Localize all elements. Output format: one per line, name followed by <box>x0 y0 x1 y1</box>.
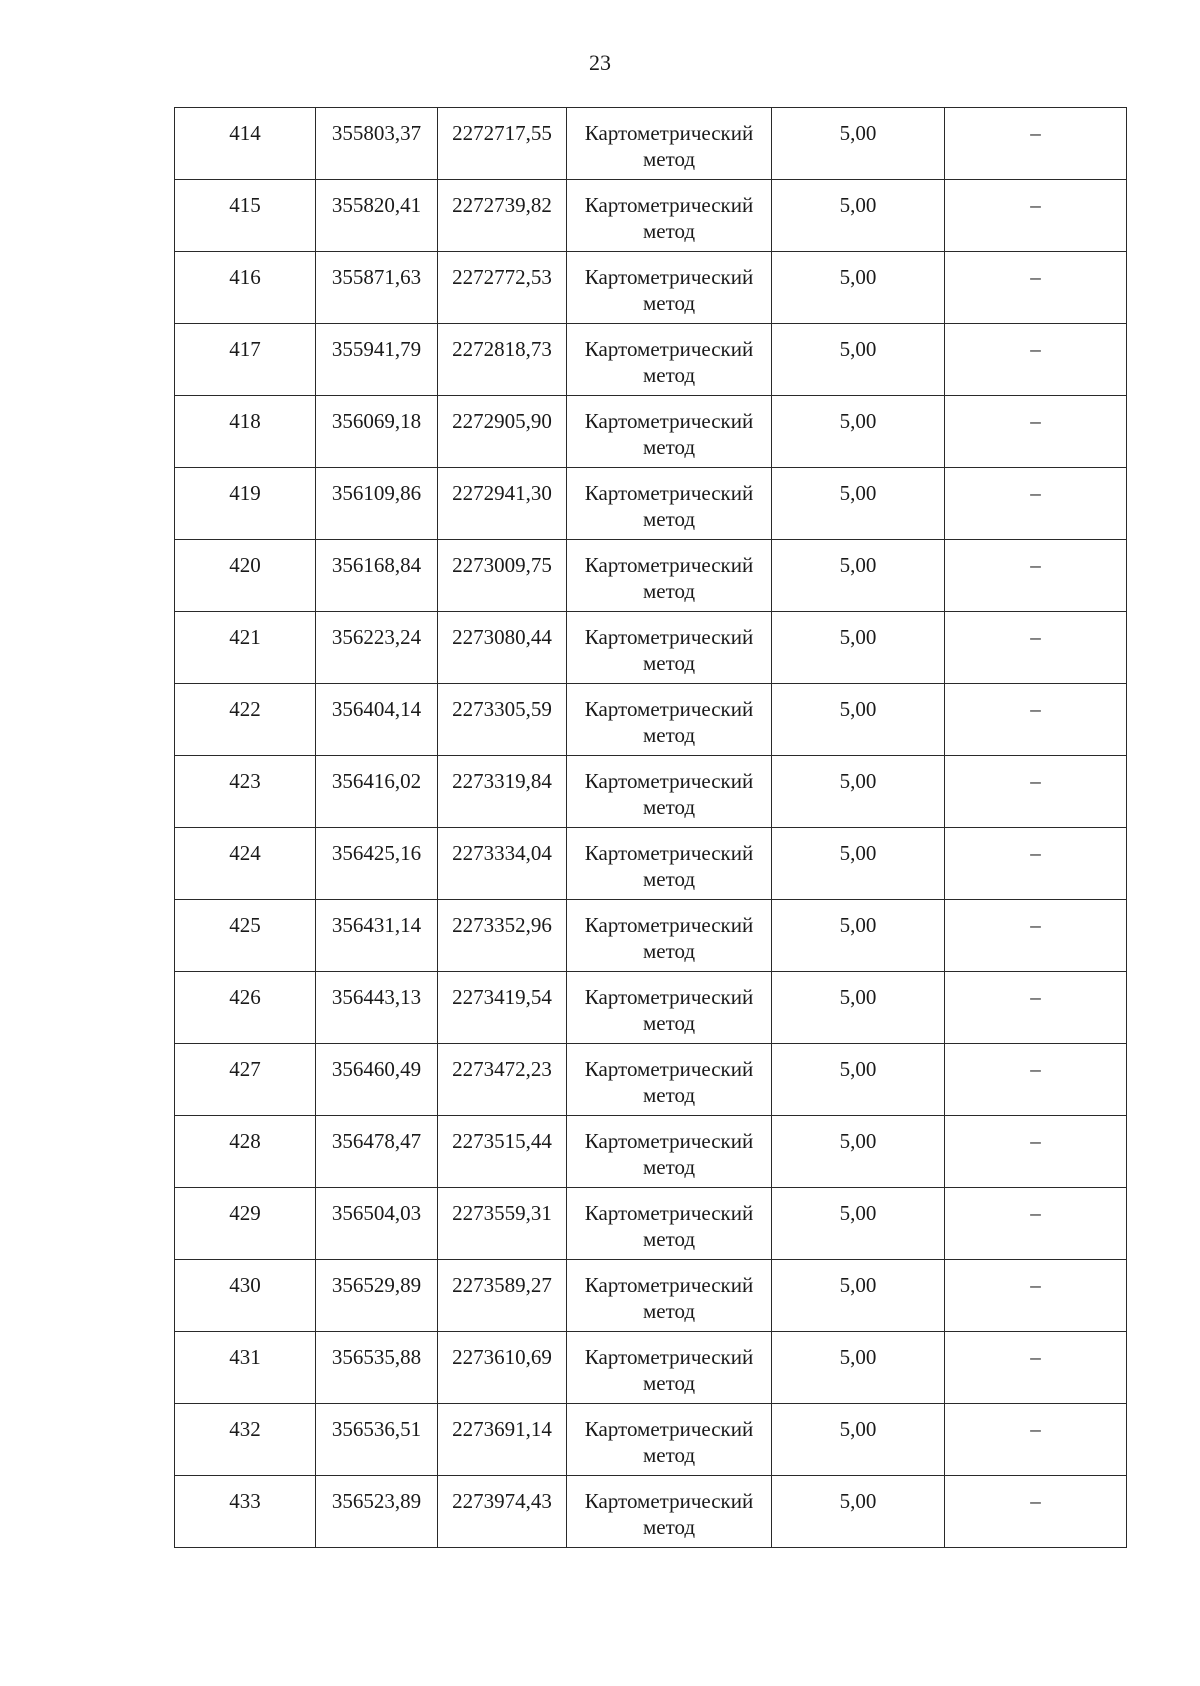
method-text-line: метод <box>642 1083 696 1107</box>
point-number-cell: 431 <box>175 1332 316 1404</box>
method-text-line: Картометрический <box>584 265 754 289</box>
accuracy-cell: 5,00 <box>772 612 945 684</box>
point-description-cell: – <box>945 1404 1127 1476</box>
table-row <box>175 324 1127 396</box>
method-text-line: Картометрический <box>584 841 754 865</box>
x-coordinate-cell: 355871,63 <box>316 252 438 324</box>
table-row <box>175 684 1127 756</box>
accuracy-cell: 5,00 <box>772 252 945 324</box>
point-description-cell: – <box>945 252 1127 324</box>
accuracy-cell: 5,00 <box>772 972 945 1044</box>
determination-method-cell <box>567 828 772 900</box>
method-text-line: метод <box>642 1299 696 1323</box>
point-description-cell: – <box>945 756 1127 828</box>
x-coordinate-cell: 356416,02 <box>316 756 438 828</box>
point-description-cell: – <box>945 1476 1127 1548</box>
method-text-line: метод <box>642 1227 696 1251</box>
table-row <box>175 1476 1127 1548</box>
determination-method-cell <box>567 396 772 468</box>
coordinates-table-body <box>175 108 1127 1548</box>
point-description-cell: – <box>945 612 1127 684</box>
x-coordinate-cell: 356223,24 <box>316 612 438 684</box>
accuracy-cell: 5,00 <box>772 828 945 900</box>
accuracy-cell: 5,00 <box>772 108 945 180</box>
method-text-line: метод <box>642 651 696 675</box>
point-number-cell: 422 <box>175 684 316 756</box>
point-description-cell: – <box>945 324 1127 396</box>
point-description-cell: – <box>945 180 1127 252</box>
x-coordinate-cell: 356443,13 <box>316 972 438 1044</box>
method-text-line: метод <box>642 363 696 387</box>
point-description-cell: – <box>945 108 1127 180</box>
determination-method-cell <box>567 1044 772 1116</box>
method-text-line: Картометрический <box>584 409 754 433</box>
point-number-cell: 418 <box>175 396 316 468</box>
table-row <box>175 1404 1127 1476</box>
accuracy-cell: 5,00 <box>772 684 945 756</box>
x-coordinate-cell: 356535,88 <box>316 1332 438 1404</box>
x-coordinate-cell: 356425,16 <box>316 828 438 900</box>
y-coordinate-cell: 2273589,27 <box>438 1260 567 1332</box>
y-coordinate-cell: 2272772,53 <box>438 252 567 324</box>
determination-method-cell <box>567 108 772 180</box>
point-number-cell: 425 <box>175 900 316 972</box>
method-text-line: Картометрический <box>584 121 754 145</box>
determination-method-cell <box>567 540 772 612</box>
determination-method-cell <box>567 972 772 1044</box>
accuracy-cell: 5,00 <box>772 1404 945 1476</box>
y-coordinate-cell: 2273472,23 <box>438 1044 567 1116</box>
page-number: 23 <box>589 50 611 75</box>
x-coordinate-cell: 356478,47 <box>316 1116 438 1188</box>
determination-method-cell <box>567 468 772 540</box>
method-text-line: метод <box>642 1155 696 1179</box>
method-text-line: метод <box>642 147 696 171</box>
method-text-line: метод <box>642 579 696 603</box>
method-text-line: Картометрический <box>584 337 754 361</box>
y-coordinate-cell: 2273334,04 <box>438 828 567 900</box>
point-description-cell: – <box>945 396 1127 468</box>
point-description-cell: – <box>945 1116 1127 1188</box>
method-text-line: Картометрический <box>584 1273 754 1297</box>
method-text-line: Картометрический <box>584 913 754 937</box>
point-description-cell: – <box>945 1044 1127 1116</box>
determination-method-cell <box>567 900 772 972</box>
determination-method-cell <box>567 612 772 684</box>
table-row <box>175 252 1127 324</box>
table-row <box>175 1044 1127 1116</box>
x-coordinate-cell: 355820,41 <box>316 180 438 252</box>
accuracy-cell: 5,00 <box>772 1044 945 1116</box>
point-number-cell: 420 <box>175 540 316 612</box>
method-text-line: метод <box>642 219 696 243</box>
determination-method-cell <box>567 1332 772 1404</box>
method-text-line: Картометрический <box>584 481 754 505</box>
method-text-line: метод <box>642 435 696 459</box>
method-text-line: метод <box>642 1371 696 1395</box>
y-coordinate-cell: 2273009,75 <box>438 540 567 612</box>
table-row <box>175 900 1127 972</box>
x-coordinate-cell: 356523,89 <box>316 1476 438 1548</box>
method-text-line: Картометрический <box>584 985 754 1009</box>
determination-method-cell <box>567 1116 772 1188</box>
determination-method-cell <box>567 324 772 396</box>
method-text-line: метод <box>642 1011 696 1035</box>
method-text-line: Картометрический <box>584 1129 754 1153</box>
determination-method-cell <box>567 1476 772 1548</box>
accuracy-cell: 5,00 <box>772 756 945 828</box>
accuracy-cell: 5,00 <box>772 396 945 468</box>
point-number-cell: 419 <box>175 468 316 540</box>
x-coordinate-cell: 356504,03 <box>316 1188 438 1260</box>
point-number-cell: 424 <box>175 828 316 900</box>
method-text-line: метод <box>642 939 696 963</box>
point-description-cell: – <box>945 540 1127 612</box>
point-description-cell: – <box>945 900 1127 972</box>
point-number-cell: 427 <box>175 1044 316 1116</box>
table-row <box>175 1332 1127 1404</box>
table-row <box>175 828 1127 900</box>
y-coordinate-cell: 2273610,69 <box>438 1332 567 1404</box>
method-text-line: Картометрический <box>584 625 754 649</box>
point-number-cell: 430 <box>175 1260 316 1332</box>
method-text-line: Картометрический <box>584 1201 754 1225</box>
determination-method-cell <box>567 1188 772 1260</box>
y-coordinate-cell: 2272818,73 <box>438 324 567 396</box>
point-number-cell: 432 <box>175 1404 316 1476</box>
point-description-cell: – <box>945 972 1127 1044</box>
y-coordinate-cell: 2272717,55 <box>438 108 567 180</box>
determination-method-cell <box>567 1404 772 1476</box>
x-coordinate-cell: 355803,37 <box>316 108 438 180</box>
determination-method-cell <box>567 684 772 756</box>
accuracy-cell: 5,00 <box>772 324 945 396</box>
method-text-line: метод <box>642 507 696 531</box>
x-coordinate-cell: 356109,86 <box>316 468 438 540</box>
y-coordinate-cell: 2273305,59 <box>438 684 567 756</box>
method-text-line: Картометрический <box>584 553 754 577</box>
method-text-line: метод <box>642 795 696 819</box>
point-description-cell: – <box>945 1332 1127 1404</box>
point-number-cell: 415 <box>175 180 316 252</box>
table-row <box>175 612 1127 684</box>
method-text-line: Картометрический <box>584 1417 754 1441</box>
x-coordinate-cell: 356536,51 <box>316 1404 438 1476</box>
accuracy-cell: 5,00 <box>772 180 945 252</box>
x-coordinate-cell: 356529,89 <box>316 1260 438 1332</box>
y-coordinate-cell: 2273691,14 <box>438 1404 567 1476</box>
table-row <box>175 972 1127 1044</box>
accuracy-cell: 5,00 <box>772 1332 945 1404</box>
table-row <box>175 1188 1127 1260</box>
x-coordinate-cell: 356069,18 <box>316 396 438 468</box>
method-text-line: метод <box>642 291 696 315</box>
accuracy-cell: 5,00 <box>772 1476 945 1548</box>
method-text-line: метод <box>642 1443 696 1467</box>
y-coordinate-cell: 2273515,44 <box>438 1116 567 1188</box>
point-number-cell: 417 <box>175 324 316 396</box>
accuracy-cell: 5,00 <box>772 1116 945 1188</box>
method-text-line: Картометрический <box>584 697 754 721</box>
y-coordinate-cell: 2272739,82 <box>438 180 567 252</box>
determination-method-cell <box>567 180 772 252</box>
x-coordinate-cell: 356168,84 <box>316 540 438 612</box>
point-description-cell: – <box>945 1188 1127 1260</box>
point-number-cell: 423 <box>175 756 316 828</box>
y-coordinate-cell: 2272905,90 <box>438 396 567 468</box>
table-row <box>175 180 1127 252</box>
determination-method-cell <box>567 1260 772 1332</box>
point-number-cell: 426 <box>175 972 316 1044</box>
table-row <box>175 756 1127 828</box>
table-row <box>175 1260 1127 1332</box>
method-text-line: Картометрический <box>584 1489 754 1513</box>
accuracy-cell: 5,00 <box>772 468 945 540</box>
method-text-line: Картометрический <box>584 1057 754 1081</box>
point-number-cell: 428 <box>175 1116 316 1188</box>
method-text-line: метод <box>642 723 696 747</box>
y-coordinate-cell: 2273559,31 <box>438 1188 567 1260</box>
x-coordinate-cell: 356404,14 <box>316 684 438 756</box>
method-text-line: Картометрический <box>584 769 754 793</box>
point-number-cell: 429 <box>175 1188 316 1260</box>
point-number-cell: 421 <box>175 612 316 684</box>
point-description-cell: – <box>945 1260 1127 1332</box>
y-coordinate-cell: 2273080,44 <box>438 612 567 684</box>
point-description-cell: – <box>945 468 1127 540</box>
y-coordinate-cell: 2273974,43 <box>438 1476 567 1548</box>
determination-method-cell <box>567 252 772 324</box>
accuracy-cell: 5,00 <box>772 900 945 972</box>
method-text-line: Картометрический <box>584 193 754 217</box>
method-text-line: метод <box>642 867 696 891</box>
table-row <box>175 468 1127 540</box>
method-text-line: Картометрический <box>584 1345 754 1369</box>
x-coordinate-cell: 356460,49 <box>316 1044 438 1116</box>
x-coordinate-cell: 356431,14 <box>316 900 438 972</box>
point-description-cell: – <box>945 828 1127 900</box>
table-row <box>175 108 1127 180</box>
method-text-line: метод <box>642 1515 696 1539</box>
accuracy-cell: 5,00 <box>772 1188 945 1260</box>
accuracy-cell: 5,00 <box>772 1260 945 1332</box>
point-number-cell: 416 <box>175 252 316 324</box>
determination-method-cell <box>567 756 772 828</box>
y-coordinate-cell: 2272941,30 <box>438 468 567 540</box>
point-description-cell: – <box>945 684 1127 756</box>
y-coordinate-cell: 2273319,84 <box>438 756 567 828</box>
y-coordinate-cell: 2273352,96 <box>438 900 567 972</box>
point-number-cell: 414 <box>175 108 316 180</box>
y-coordinate-cell: 2273419,54 <box>438 972 567 1044</box>
x-coordinate-cell: 355941,79 <box>316 324 438 396</box>
accuracy-cell: 5,00 <box>772 540 945 612</box>
point-number-cell: 433 <box>175 1476 316 1548</box>
table-row <box>175 396 1127 468</box>
coordinates-table <box>174 107 1127 1548</box>
table-row <box>175 540 1127 612</box>
table-row <box>175 1116 1127 1188</box>
